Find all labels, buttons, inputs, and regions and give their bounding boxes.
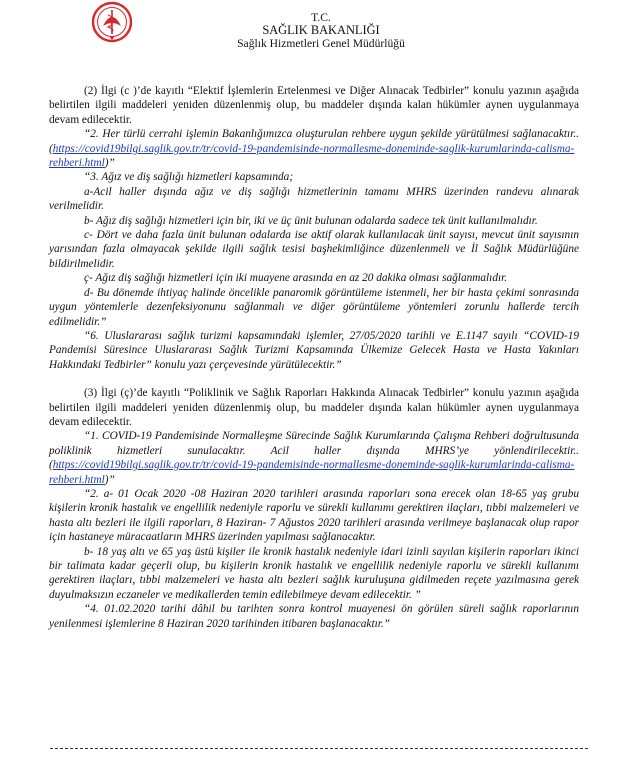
section1-quote-2 xyxy=(49,127,579,170)
document-body xyxy=(49,84,579,631)
header-ministry: SAĞLIK BAKANLIĞI xyxy=(262,23,380,37)
header-tc: T.C. xyxy=(311,11,331,24)
quote-2-link[interactable]: https://covid19bilgi.saglik.gov.tr/tr/covid-19-pandemisinde-normallesme-doneminde-saglik-kurumlarinda-calisma-rehberi.html xyxy=(49,142,575,170)
section1-quote-6: “6. Uluslararası sağlık turizmi kapsamındaki işlemler, 27/05/2020 tarihli ve E.1147 sayılı “COVID-19 Pandemisi Süresince Uluslararası Sağlık Turizmi Kapsamında Ülkemize Gelecek Hasta ve Hasta Yakınları Hakkındaki Tedbirler” konulu yazı çerçevesinde yürütülecektir.” xyxy=(49,329,579,371)
section2-quote-1 xyxy=(49,429,579,487)
section1-quote-3cc: ç- Ağız diş sağlığı hizmetleri için iki muayene arasında en az 20 dakika olması sağlanmalıdır. xyxy=(84,272,508,285)
document-header xyxy=(0,11,642,50)
section2-quote-2a: “2. a- 01 Ocak 2020 -08 Haziran 2020 tarihleri arasında raporları sona erecek olan 18-65 yaş grubu kişilerin kronik hastalık ve engellilik nedeniyle raporlu ve sürekli kullanımı gerektiren ilaçları, tıbbi malzemeleri ve hasta altı bezleri ile ilgili raporları, 8 Haziran- 7 Ağustos 2020 tarihleri arasında verilmeye başlanacak olup rapor için hastaneye müracaatların MHRS üzerinden yapılması sağlanacaktır. xyxy=(49,487,579,544)
section1-quote-3b: b- Ağız diş sağlığı hizmetleri için bir, iki ve üç ünit bulunan odalarda sadece tek ünit kullanılmalıdır. xyxy=(84,214,538,227)
quote-2-end: )” xyxy=(104,157,115,170)
quote-1-text: “1. COVID-19 Pandemisinde Normalleşme Sürecinde Sağlık Kurumlarında Çalışma Rehberi doğrultusunda poliklinik hizmetleri sunulacaktır. Acil haller dışında MHRS’ye yönlendirilecektir.. ( xyxy=(49,430,579,472)
section2-quote-2b: b- 18 yaş altı ve 65 yaş üstü kişiler ile kronik hastalık nedeniyle idari izinli sayılan kişilerin raporları ikinci bir talimata kadar geçerli olup, bu kişilerin kronik hastalık ve engellilik nedeniyle raporlu ve sürekli kullanımı gerektiren ilaçları, tıbbi malzemeleri ve hasta altı bezleri sağlık kuruluşuna gidilmeden reçete yazılmasına gerek duyulmaksızın eczaneler ve medikallerden temin edilebilmeye devam edilecektir. ” xyxy=(49,545,579,601)
quote-1-link[interactable]: https://covid19bilgi.saglik.gov.tr/tr/covid-19-pandemisinde-normallesme-doneminde-saglik-kurumlarinda-calisma-rehberi.html xyxy=(49,459,575,486)
section1-quote-3a: a-Acil haller dışında ağız ve diş sağlığı hizmetlerinin tamamı MHRS üzerinden randevu alınarak verilmelidir. xyxy=(49,185,579,213)
section1-quote-3-title: “3. Ağız ve diş sağlığı hizmetleri kapsamında; xyxy=(84,171,294,184)
section2-quote-4: “4. 01.02.2020 tarihi dâhil bu tarihten sonra kontrol muayenesi ön görülen süreli sağlık raporlarının yenilenmesi işlemlerine 8 Haziran 2020 tarihinden itibaren başlanacaktır.” xyxy=(49,603,579,630)
section2-intro: (3) İlgi (ç)’de kayıtlı “Poliklinik ve Sağlık Raporları Hakkında Alınacak Tedbirler” konulu yazının aşağıda belirtilen ilgili maddeleri yeniden düzenlenmiş olup, bu maddeler dışında kalan hükümler aynen uygulanmaya devam edilecektir. xyxy=(49,387,579,428)
quote-1-end: )” xyxy=(104,473,115,486)
quote-2-text: “2. Her türlü cerrahi işlemin Bakanlığımızca oluşturulan rehbere uygun şekilde yürütülmesi sağlanacaktır.. ( xyxy=(49,128,579,155)
page-divider xyxy=(50,748,588,749)
section1-intro: (2) İlgi (c )’de kayıtlı “Elektif İşlemlerin Ertelenmesi ve Diğer Alınacak Tedbirler” konulu yazının aşağıda belirtilen ilgili maddeleri yeniden düzenlenmiş olup, bu maddeler dışında kalan hükümler aynen uygulanmaya devam edilecektir. xyxy=(49,85,579,126)
header-directorate: Sağlık Hizmetleri Genel Müdürlüğü xyxy=(237,37,405,50)
section1-quote-3d: d- Bu dönemde ihtiyaç halinde öncelikle panaromik görüntüleme istenmeli, her bir hasta çekimi sonrasında uygun yöntemlerle dezenfeksiyonunu sağlanmalı ve diğer görüntüleme yöntemleri zorunlu hallerde tercih edilmelidir.” xyxy=(49,286,579,328)
section1-quote-3c: c- Dört ve daha fazla ünit bulunan odalarda ise aktif olarak kullanılacak ünit sayısı, mevcut ünit sayısının yarısından fazla olmayacak şekilde ilgili sağlık tesisi başhekimliğince düzenlenmeli ve İl Sağlık Müdürlüğüne bildirilmelidir. xyxy=(49,229,579,270)
